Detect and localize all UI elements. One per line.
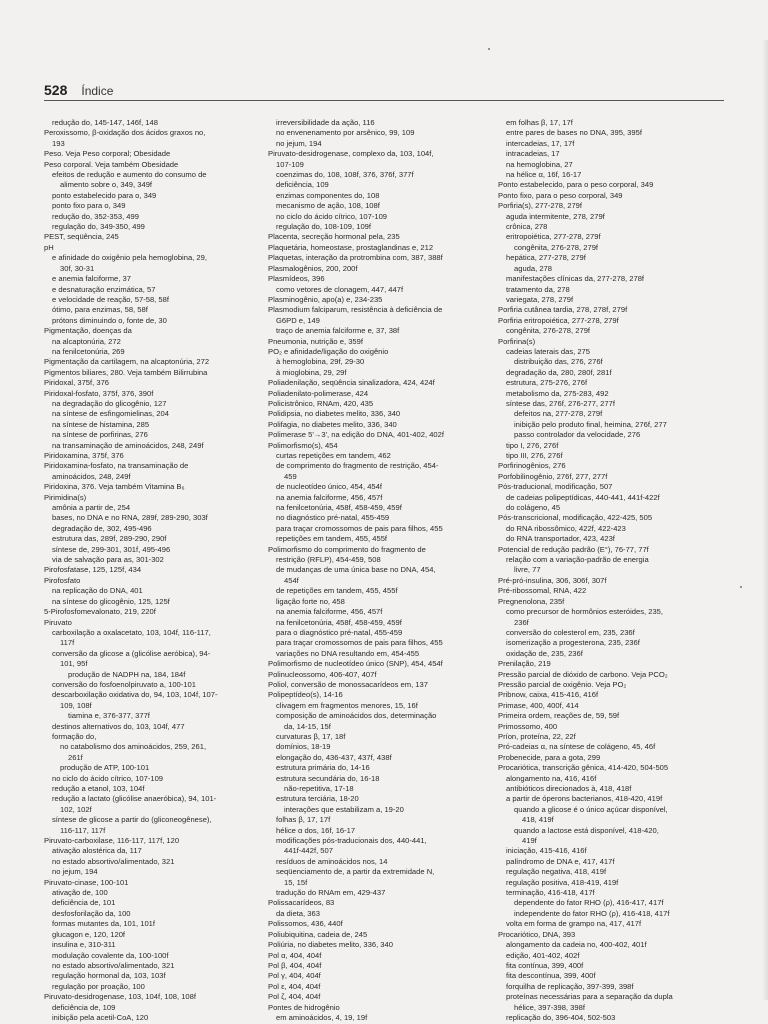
index-entry: Primossomo, 400: [498, 721, 558, 731]
index-entry: Plasmídeos, 396: [268, 274, 325, 284]
index-subentry: no diagnóstico pré-natal, 455-459: [276, 513, 390, 523]
index-entry: Plaquetária, homeostase, prostaglandinas e, 212: [268, 242, 434, 252]
section-title: Índice: [81, 84, 114, 98]
index-subentry: metabolismo da, 275-283, 492: [506, 388, 609, 398]
index-subentry: na síntese de esfingomielinas, 204: [52, 409, 169, 419]
index-subentry: terminação, 416-418, 417f: [506, 888, 595, 898]
index-entry: Primase, 400, 400f, 414: [498, 700, 579, 710]
index-subentry: tradução do RNAm em, 429-437: [276, 888, 386, 898]
index-subentry: no estado absortivo/alimentado, 321: [52, 856, 175, 866]
index-subentry: tratamento da, 278: [506, 284, 570, 294]
index-subentry: tipo I, 276, 276f: [506, 440, 559, 450]
index-entry: Potencial de redução padrão (E°), 76-77, 77f: [498, 544, 649, 554]
index-subentry: distribuição das, 276, 276f: [514, 357, 603, 367]
index-subentry: como vetores de clonagem, 447, 447f: [276, 284, 404, 294]
index-subentry: em aminoácidos, 4, 19, 19f: [276, 1012, 368, 1022]
index-entry: Pol ε, 404, 404f: [268, 981, 321, 991]
index-subentry: do colágeno, 45: [506, 503, 561, 513]
index-entry: Prenilação, 219: [498, 659, 551, 669]
index-subentry: como precursor de hormônios esteróides, 235,: [506, 607, 664, 617]
index-entry: Porfiria(s), 277-278, 279f: [498, 201, 582, 211]
index-entry: Pró-cadeias α, na síntese de colágeno, 45, 46f: [498, 742, 656, 752]
index-entry: Plasminogênio, apo(a) e, 234-235: [268, 294, 383, 304]
index-subentry: 236f: [514, 617, 529, 627]
index-entry: Peso. Veja Peso corporal; Obesidade: [44, 149, 171, 159]
index-subentry: na fenilcetonúria, 269: [52, 346, 125, 356]
index-subentry: crônica, 278: [506, 222, 548, 232]
index-subentry: redução do, 352-353, 499: [52, 211, 139, 221]
index-subentry: modificações pós-traducionais dos, 440-441,: [276, 836, 427, 846]
index-subentry: inibição pelo produto final, heimina, 276f, 277: [514, 419, 667, 429]
index-subentry: isomerização a progesterona, 235, 236f: [506, 638, 640, 648]
index-subentry: composição de aminoácidos dos, determinação: [276, 711, 437, 721]
index-entry: Policistrônico, RNAm, 420, 435: [268, 398, 374, 408]
index-entry: Placenta, secreção hormonal pela, 235: [268, 232, 400, 242]
index-subentry: 15, 15f: [284, 877, 308, 887]
index-subentry: ligação forte no, 458: [276, 596, 345, 606]
index-entry: Piridoxamina-fosfato, na transaminação de: [44, 461, 189, 471]
index-subentry: síntese das, 276f, 276-277, 277f: [506, 398, 615, 408]
index-subentry: na anemia falciforme, 456, 457f: [276, 492, 383, 502]
index-entry: Poliadenilato-polimerase, 424: [268, 388, 369, 398]
index-subentry: descarboxilação oxidativa do, 94, 103, 104f, 107-: [52, 690, 218, 700]
index-entry: Probenecide, para a gota, 299: [498, 752, 601, 762]
index-subentry: na hélice α, 16f, 16-17: [506, 170, 582, 180]
index-subentry: formação do,: [52, 731, 97, 741]
index-subentry: via de salvação para as, 301-302: [52, 555, 164, 565]
index-entry: Polimerase 5'→3', na edição do DNA, 401-402, 402f: [268, 430, 444, 440]
index-subentry: estrutura das, 289f, 289-290, 290f: [52, 534, 167, 544]
index-subentry: independente do fator RHO (ρ), 416-418, 417f: [514, 908, 670, 918]
index-subentry: interações que estabilizam a, 19-20: [284, 804, 404, 814]
index-entry: Procariótica, transcrição gênica, 414-420, 504-505: [498, 763, 669, 773]
index-entry: Plasmalogênios, 200, 200f: [268, 263, 358, 273]
index-subentry: degradação da, 280, 280f, 281f: [506, 367, 612, 377]
index-subentry: no ciclo do ácido cítrico, 107-109: [52, 773, 164, 783]
index-subentry: para traçar cromossomos de pais para filhos, 455: [276, 638, 443, 648]
index-subentry: 193: [52, 138, 65, 148]
index-subentry: variações no DNA resultando em, 454-455: [276, 648, 420, 658]
index-subentry: quando a lactose está disponível, 418-420,: [514, 825, 659, 835]
index-subentry: livre, 77: [514, 565, 541, 575]
index-subentry: deficiência de, 109: [52, 1002, 116, 1012]
index-subentry: variegata, 278, 279f: [506, 294, 574, 304]
index-entry: Pol β, 404, 404f: [268, 960, 322, 970]
index-entry: Polissomos, 436, 440f: [268, 919, 343, 929]
index-subentry: irreversibilidade da ação, 116: [276, 118, 375, 127]
index-subentry: para traçar cromossomos de pais para filhos, 455: [276, 523, 443, 533]
index-subentry: síntese de glicose a partir do (gliconeogênese),: [52, 815, 212, 825]
index-entry: Pigmentos biliares, 280. Veja também Bilirrubina: [44, 367, 208, 377]
index-subentry: deficiência de, 101: [52, 898, 116, 908]
index-entry: Poliubiquitina, cadeia de, 245: [268, 929, 368, 939]
index-subentry: a partir de óperons bacterianos, 418-420, 419f: [506, 794, 663, 804]
index-subentry: síntese de, 299-301, 301f, 495-496: [52, 544, 171, 554]
index-subentry: ativação de, 100: [52, 888, 108, 898]
index-subentry: regulação do, 108-109, 109f: [276, 222, 371, 232]
index-entry: Pribnow, caixa, 415-416, 416f: [498, 690, 599, 700]
index-subentry: prótons diminuindo o, fonte de, 30: [52, 315, 167, 325]
index-subentry: formas mutantes da, 101, 101f: [52, 919, 155, 929]
index-entry: Ponto estabelecido, para o peso corporal, 349: [498, 180, 654, 190]
index-subentry: congênita, 276-278, 279f: [506, 326, 591, 336]
index-subentry: redução a lactato (glicólise anaeróbica), 94, 101-: [52, 794, 217, 804]
index-subentry: 30f, 30-31: [60, 263, 95, 273]
index-subentry: alongamento da cadeia no, 400-402, 401f: [506, 940, 647, 950]
index-entry: Piruvato-carboxilase, 116-117, 117f, 120: [44, 836, 180, 846]
index-subentry: folhas β, 17, 17f: [276, 815, 331, 825]
index-subentry: ponto estabelecido para o, 349: [52, 190, 157, 200]
index-entry: Piruvato-desidrogenase, complexo da, 103, 104f,: [268, 149, 434, 159]
index-subentry: restrição (RFLP), 454-459, 508: [276, 555, 381, 565]
index-subentry: no ciclo do ácido cítrico, 107-109: [276, 211, 388, 221]
index-entry: Pontes de hidrogênio: [268, 1002, 340, 1012]
index-subentry: dependente do fator RHO (ρ), 416-417, 417f: [514, 898, 664, 908]
index-entry: Pressão parcial de dióxido de carbono. Veja PCO₂: [498, 669, 668, 679]
index-subentry: no catabolismo dos aminoácidos, 259, 261,: [60, 742, 207, 752]
index-subentry: de comprimento do fragmento de restrição, 454-: [276, 461, 439, 471]
index-subentry: conversão do colesterol em, 235, 236f: [506, 627, 635, 637]
index-subentry: intracadeias, 17: [506, 149, 560, 159]
index-subentry: G6PD e, 149: [276, 315, 320, 325]
index-subentry: hélice α dos, 16f, 16-17: [276, 825, 356, 835]
index-subentry: produção de NADPH na, 184, 184f: [68, 669, 186, 679]
header-rule: [44, 100, 724, 101]
index-entry: Pré-ribossomal, RNA, 422: [498, 586, 587, 596]
index-subentry: glucagon e, 120, 120f: [52, 929, 126, 939]
index-entry: Peroxissomo, β-oxidação dos ácidos graxos no,: [44, 128, 206, 138]
index-subentry: intercadeias, 17, 17f: [506, 138, 575, 148]
index-subentry: palíndromo de DNA e, 417, 417f: [506, 856, 615, 866]
index-subentry: para o diagnóstico pré-natal, 455-459: [276, 627, 403, 637]
index-entry: pH: [44, 242, 54, 252]
index-subentry: 116-117, 117f: [60, 825, 106, 835]
index-subentry: degradação de, 302, 495-496: [52, 523, 152, 533]
index-subentry: estrutura primária do, 14-16: [276, 763, 370, 773]
index-subentry: antibióticos direcionados à, 418, 418f: [506, 784, 632, 793]
index-entry: Plaquetas, interação da protrombina com, 387, 388f: [268, 253, 443, 263]
index-subentry: 261f: [68, 752, 83, 762]
index-subentry: produção de ATP, 100-101: [60, 763, 150, 773]
index-entry: Piridoxina, 376. Veja também Vitamina B₆: [44, 482, 185, 492]
index-entry: Polipeptídeo(s), 14-16: [268, 690, 343, 700]
index-subentry: ótimo, para enzimas, 58, 58f: [52, 305, 148, 315]
index-subentry: proteínas necessárias para a separação da dupla: [506, 992, 673, 1002]
index-subentry: no envenenamento por arsênico, 99, 109: [276, 128, 415, 138]
index-subentry: conversão do fosfoenolpiruvato a, 100-101: [52, 679, 196, 689]
index-subentry: na anemia falciforme, 456, 457f: [276, 607, 383, 617]
index-subentry: domínios, 18-19: [276, 742, 331, 752]
index-subentry: redução a etanol, 103, 104f: [52, 784, 145, 793]
index-subentry: hepática, 277-278, 279f: [506, 253, 586, 263]
index-subentry: 419f: [522, 836, 537, 846]
index-subentry: de repetições em tandem, 455, 455f: [276, 586, 398, 596]
index-subentry: entre pares de bases no DNA, 395, 395f: [506, 128, 642, 138]
index-subentry: da dieta, 363: [276, 908, 320, 918]
index-subentry: oxidação de, 235, 236f: [506, 648, 583, 658]
index-column-1: [44, 118, 269, 1023]
index-entry: PO₂ e afinidade/ligação do oxigênio: [268, 346, 389, 356]
index-entry: Poliúria, no diabetes melito, 336, 340: [268, 940, 393, 950]
index-entry: Pol γ, 404, 404f: [268, 971, 321, 981]
index-entry: Procariótico, DNA, 393: [498, 929, 576, 939]
index-subentry: efeitos de redução e aumento do consumo de: [52, 170, 207, 180]
index-entry: Pneumonia, nutrição e, 359f: [268, 336, 363, 346]
index-entry: Príon, proteína, 22, 22f: [498, 731, 576, 741]
index-subentry: ativação alostérica da, 117: [52, 846, 142, 856]
index-subentry: 459: [284, 471, 297, 481]
index-subentry: estrutura, 275-276, 276f: [506, 378, 588, 388]
index-subentry: enzimas componentes do, 108: [276, 190, 380, 200]
index-subentry: e desnaturação enzimática, 57: [52, 284, 156, 294]
index-subentry: volta em forma de grampo na, 417, 417f: [506, 919, 642, 929]
index-entry: Pirimidina(s): [44, 492, 87, 502]
index-subentry: 117f: [60, 638, 75, 648]
page-number: 528: [44, 82, 68, 98]
index-entry: Polifagia, no diabetes melito, 336, 340: [268, 419, 397, 429]
index-entry: Polimorfismo do comprimento do fragmento de: [268, 544, 426, 554]
index-entry: Porfirina(s): [498, 336, 536, 346]
index-entry: Plasmodium falciparum, resistência à deficiência de: [268, 305, 443, 315]
index-subentry: mecanismo de ação, 108, 108f: [276, 201, 380, 211]
index-subentry: relação com a variação-padrão de energia: [506, 555, 649, 565]
index-entry: Polidipsia, no diabetes melito, 336, 340: [268, 409, 401, 419]
index-entry: Pós-traducional, modificação, 507: [498, 482, 613, 492]
index-subentry: na degradação do glicogênio, 127: [52, 398, 167, 408]
index-subentry: deficiência, 109: [276, 180, 329, 190]
index-subentry: traço de anemia falciforme e, 37, 38f: [276, 326, 400, 336]
index-column-2: [268, 118, 493, 1023]
index-subentry: iniciação, 415-416, 416f: [506, 846, 587, 856]
index-subentry: curtas repetições em tandem, 462: [276, 451, 391, 460]
index-subentry: cadeias laterais das, 275: [506, 346, 591, 356]
index-subentry: 101, 95f: [60, 659, 88, 669]
index-entry: Piridoxamina, 375f, 376: [44, 451, 124, 460]
index-subentry: estrutura terciária, 18-20: [276, 794, 359, 804]
index-entry: Porfiria eritropoiética, 277-278, 279f: [498, 315, 619, 325]
index-subentry: no jejum, 194: [52, 867, 98, 877]
index-entry: Piridoxal-fosfato, 375f, 376, 390f: [44, 388, 154, 398]
index-subentry: inibição pela acetil-CoA, 120: [52, 1012, 149, 1022]
index-subentry: regulação negativa, 418, 419f: [506, 867, 607, 877]
index-subentry: e anemia falciforme, 37: [52, 274, 131, 284]
index-subentry: eritropoiética, 277-278, 279f: [506, 232, 601, 242]
index-subentry: na fenilcetonúria, 458f, 458-459, 459f: [276, 617, 402, 627]
index-subentry: de nucleotídeo único, 454, 454f: [276, 482, 382, 492]
index-subentry: forquilha de replicação, 397-399, 398f: [506, 981, 634, 991]
index-entry: Polimorfismo(s), 454: [268, 440, 338, 450]
index-subentry: regulação positiva, 418-419, 419f: [506, 877, 619, 887]
index-entry: Polimorfismo de nucleotídeo único (SNP), 454, 454f: [268, 659, 443, 669]
index-entry: 5-Pirofosfomevalonato, 219, 220f: [44, 607, 156, 617]
index-entry: Poliadenilação, seqüência sinalizadora, 424, 424f: [268, 378, 435, 388]
index-subentry: 102, 102f: [60, 804, 92, 814]
index-entry: Pirofosfato: [44, 575, 81, 585]
index-entry: Ponto fixo, para o peso corporal, 349: [498, 190, 623, 200]
index-subentry: edição, 401-402, 402f: [506, 950, 580, 960]
index-subentry: seqüenciamento de, a partir da extremidade N,: [276, 867, 435, 877]
index-entry: Piridoxal, 375f, 376: [44, 378, 110, 388]
index-subentry: e velocidade de reação, 57-58, 58f: [52, 294, 169, 304]
index-subentry: aminoácidos, 248, 249f: [52, 471, 131, 481]
index-entry: Pressão parcial de oxigênio. Veja PO₂: [498, 679, 627, 689]
index-subentry: manifestações clínicas da, 277-278, 278f: [506, 274, 645, 284]
index-subentry: alimento sobre o, 349, 349f: [60, 180, 153, 190]
page-header: [44, 82, 113, 98]
index-subentry: quando a glicose é o único açúcar disponível,: [514, 804, 668, 814]
index-subentry: de cadeias polipeptídicas, 440-441, 441f-422f: [506, 492, 660, 502]
index-subentry: em folhas β, 17, 17f: [506, 118, 573, 127]
index-subentry: destinos alternativos do, 103, 104f, 477: [52, 721, 185, 731]
index-subentry: 109, 108f: [60, 700, 92, 710]
index-entry: Porfiria cutânea tardia, 278, 278f, 279f: [498, 305, 628, 315]
index-entry: Pré-pró-insulina, 306, 306f, 307f: [498, 575, 607, 585]
index-subentry: 107-109: [276, 159, 304, 169]
index-entry: Porfirinogênios, 276: [498, 461, 566, 471]
index-subentry: fita descontínua, 399, 400f: [506, 971, 596, 981]
index-subentry: na fenilcetonúria, 458f, 458-459, 459f: [276, 503, 402, 513]
index-subentry: na síntese de porfirinas, 276: [52, 430, 148, 440]
index-subentry: coenzimas do, 108, 108f, 376, 376f, 377f: [276, 170, 414, 180]
paper-speck: [740, 586, 742, 588]
index-subentry: modulação covalente da, 100-100f: [52, 950, 169, 960]
index-subentry: fita contínua, 399, 400f: [506, 960, 584, 970]
index-subentry: na replicação do DNA, 401: [52, 586, 143, 596]
index-subentry: no estado absortivo/alimentado, 321: [52, 960, 175, 970]
index-subentry: congênita, 276-278, 279f: [514, 242, 599, 252]
index-subentry: 441f-442f, 507: [284, 846, 333, 856]
index-entry: Porfobilinogênio, 276f, 277, 277f: [498, 471, 608, 481]
index-subentry: tiamina e, 376-377, 377f: [68, 711, 150, 721]
index-subentry: elongação do, 436-437, 437f, 438f: [276, 752, 392, 762]
index-entry: Piruvato-desidrogenase, 103, 104f, 108, 108f: [44, 992, 196, 1002]
index-subentry: no jejum, 194: [276, 138, 322, 148]
index-subentry: do RNA ribossômico, 422f, 422-423: [506, 523, 626, 533]
index-subentry: à hemoglobina, 29f, 29-30: [276, 357, 365, 367]
index-entry: PEST, seqüência, 245: [44, 232, 119, 242]
index-subentry: 454f: [284, 575, 299, 585]
index-subentry: bases, no DNA e no RNA, 289f, 289-290, 303f: [52, 513, 208, 523]
index-entry: Pigmentação da cartilagem, na alcaptonúria, 272: [44, 357, 210, 367]
index-entry: Piruvato: [44, 617, 72, 627]
index-subentry: de mudanças de uma única base no DNA, 454,: [276, 565, 436, 575]
index-subentry: na síntese do glicogênio, 125, 125f: [52, 596, 170, 606]
index-subentry: na transaminação de aminoácidos, 248, 249f: [52, 440, 204, 450]
index-subentry: na hemoglobina, 27: [506, 159, 573, 169]
index-subentry: clivagem em fragmentos menores, 15, 16f: [276, 700, 418, 710]
index-subentry: regulação por proação, 100: [52, 981, 145, 991]
index-entry: Peso corporal. Veja também Obesidade: [44, 159, 179, 169]
index-subentry: replicação do, 396-404, 502-503: [506, 1012, 616, 1022]
index-subentry: passo controlador da velocidade, 276: [514, 430, 641, 440]
index-subentry: hélice, 397-398, 398f: [514, 1002, 585, 1012]
index-subentry: ponto fixo para o, 349: [52, 201, 126, 211]
index-subentry: aguda, 278: [514, 263, 553, 273]
index-entry: Poliol, conversão de monossacarídeos em, 137: [268, 679, 428, 689]
index-subentry: na alcaptonúria, 272: [52, 336, 121, 346]
index-subentry: repetições em tandem, 455, 455f: [276, 534, 388, 544]
paper-speck: [488, 48, 490, 50]
index-subentry: e afinidade do oxigênio pela hemoglobina, 29,: [52, 253, 207, 263]
index-subentry: conversão da glicose a (glicólise aeróbica), 94-: [52, 648, 211, 658]
index-entry: Polinucleossomo, 406-407, 407f: [268, 669, 377, 679]
index-subentry: da, 14-15, 15f: [284, 721, 331, 731]
index-subentry: carboxilação a oxalacetato, 103, 104f, 116-117,: [52, 627, 211, 637]
index-subentry: defeitos na, 277-278, 279f: [514, 409, 603, 419]
index-subentry: regulação hormonal da, 103, 103f: [52, 971, 166, 981]
index-subentry: estrutura secundária do, 16-18: [276, 773, 380, 783]
index-entry: Pós-transcricional, modificação, 422-425, 505: [498, 513, 653, 523]
index-entry: Polissacarídeos, 83: [268, 898, 335, 908]
index-subentry: do RNA transportador, 423, 423f: [506, 534, 615, 544]
index-entry: Piruvato-cinase, 100-101: [44, 877, 129, 887]
index-entry: Pirofosfatase, 125, 125f, 434: [44, 565, 142, 575]
index-subentry: não-repetitiva, 17-18: [284, 784, 354, 793]
index-entry: Pigmentação, doenças da: [44, 326, 132, 336]
index-subentry: tipo III, 276, 276f: [506, 451, 563, 460]
index-subentry: insulina e, 310-311: [52, 940, 116, 950]
index-subentry: alongamento na, 416, 416f: [506, 773, 597, 783]
index-subentry: redução do, 145-147, 146f, 148: [52, 118, 158, 127]
index-subentry: aguda intermitente, 278, 279f: [506, 211, 605, 221]
index-subentry: regulação do, 349-350, 499: [52, 222, 145, 232]
index-subentry: curvaturas β, 17, 18f: [276, 731, 346, 741]
index-subentry: à mioglobina, 29, 29f: [276, 367, 347, 377]
index-subentry: desfosforilação da, 100: [52, 908, 131, 918]
index-subentry: resíduos de aminoácidos nos, 14: [276, 856, 388, 866]
index-column-3: [498, 118, 723, 1023]
index-entry: Primeira ordem, reações de, 59, 59f: [498, 711, 620, 721]
index-subentry: 418, 419f: [522, 815, 554, 825]
index-entry: Pol α, 404, 404f: [268, 950, 322, 960]
page-edge-shadow: [762, 40, 768, 1000]
index-subentry: amônia a partir de, 254: [52, 503, 131, 513]
index-entry: Pol ζ, 404, 404f: [268, 992, 321, 1002]
index-entry: Pregnenolona, 235f: [498, 596, 565, 606]
index-subentry: na síntese de histamina, 285: [52, 419, 150, 429]
